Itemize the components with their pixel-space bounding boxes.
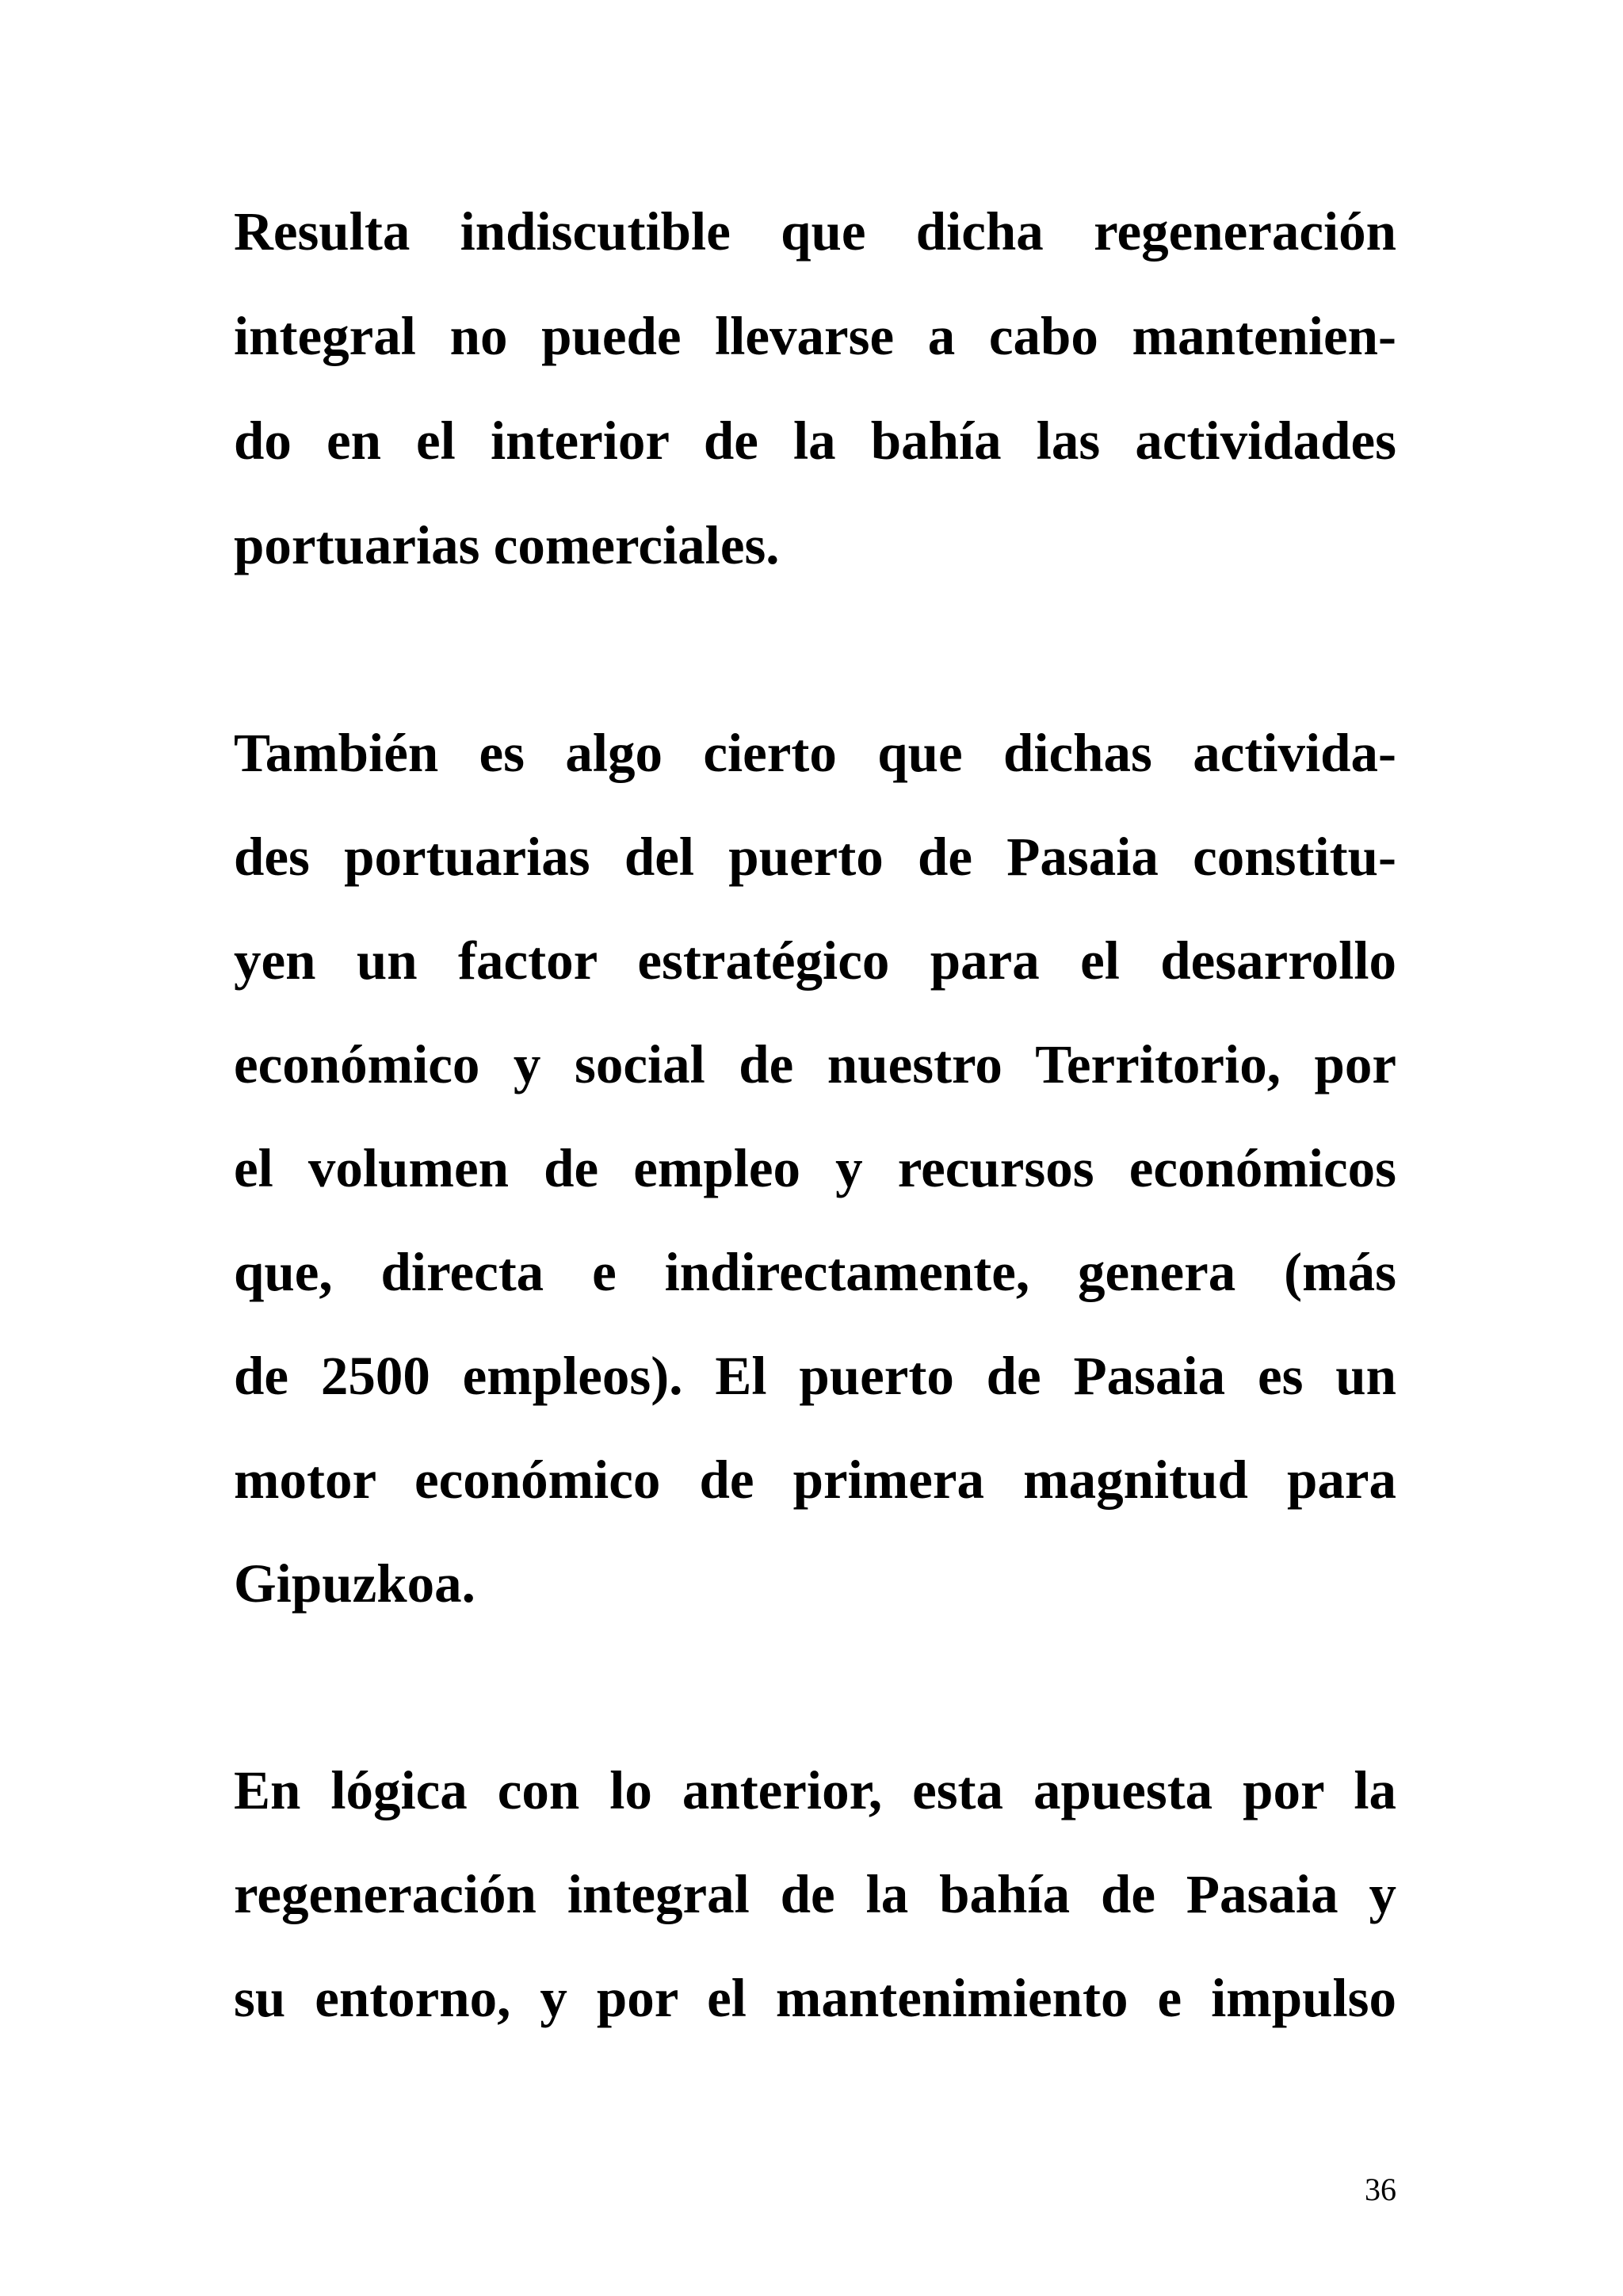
paragraph-2-line-3: yen un factor estratégico para el desarrollo [234,930,1396,991]
paragraph-2-line-2: des portuarias del puerto de Pasaia constitu- [234,827,1396,887]
paragraph-1-line-3: do en el interior de la bahía las actividades [234,411,1396,471]
paragraph-1-line-1: Resulta indiscutible que dicha regeneración [234,201,1396,262]
paragraph-2-line-8: motor económico de primera magnitud para [234,1450,1396,1510]
paragraph-1-line-4: portuarias comerciales. [234,515,780,575]
paragraph-2-line-7: de 2500 empleos). El puerto de Pasaia es un [234,1346,1396,1406]
paragraph-2-line-1: También es algo cierto que dichas activida- [234,723,1396,783]
paragraph-2-line-9: Gipuzkoa. [234,1553,475,1614]
paragraph-3-line-1: En lógica con lo anterior, esta apuesta por la [234,1760,1396,1820]
paragraph-2-line-4: económico y social de nuestro Territorio, por [234,1034,1396,1095]
paragraph-1-line-2: integral no puede llevarse a cabo mantenien- [234,306,1396,366]
paragraph-3-line-2: regeneración integral de la bahía de Pasaia y [234,1864,1396,1924]
paragraph-2-line-5: el volumen de empleo y recursos económicos [234,1138,1396,1198]
page-number: 36 [1365,2172,1396,2207]
paragraph-3-line-3: su entorno, y por el mantenimiento e impulso [234,1968,1396,2028]
paragraph-2-line-6: que, directa e indirectamente, genera (más [234,1242,1396,1302]
